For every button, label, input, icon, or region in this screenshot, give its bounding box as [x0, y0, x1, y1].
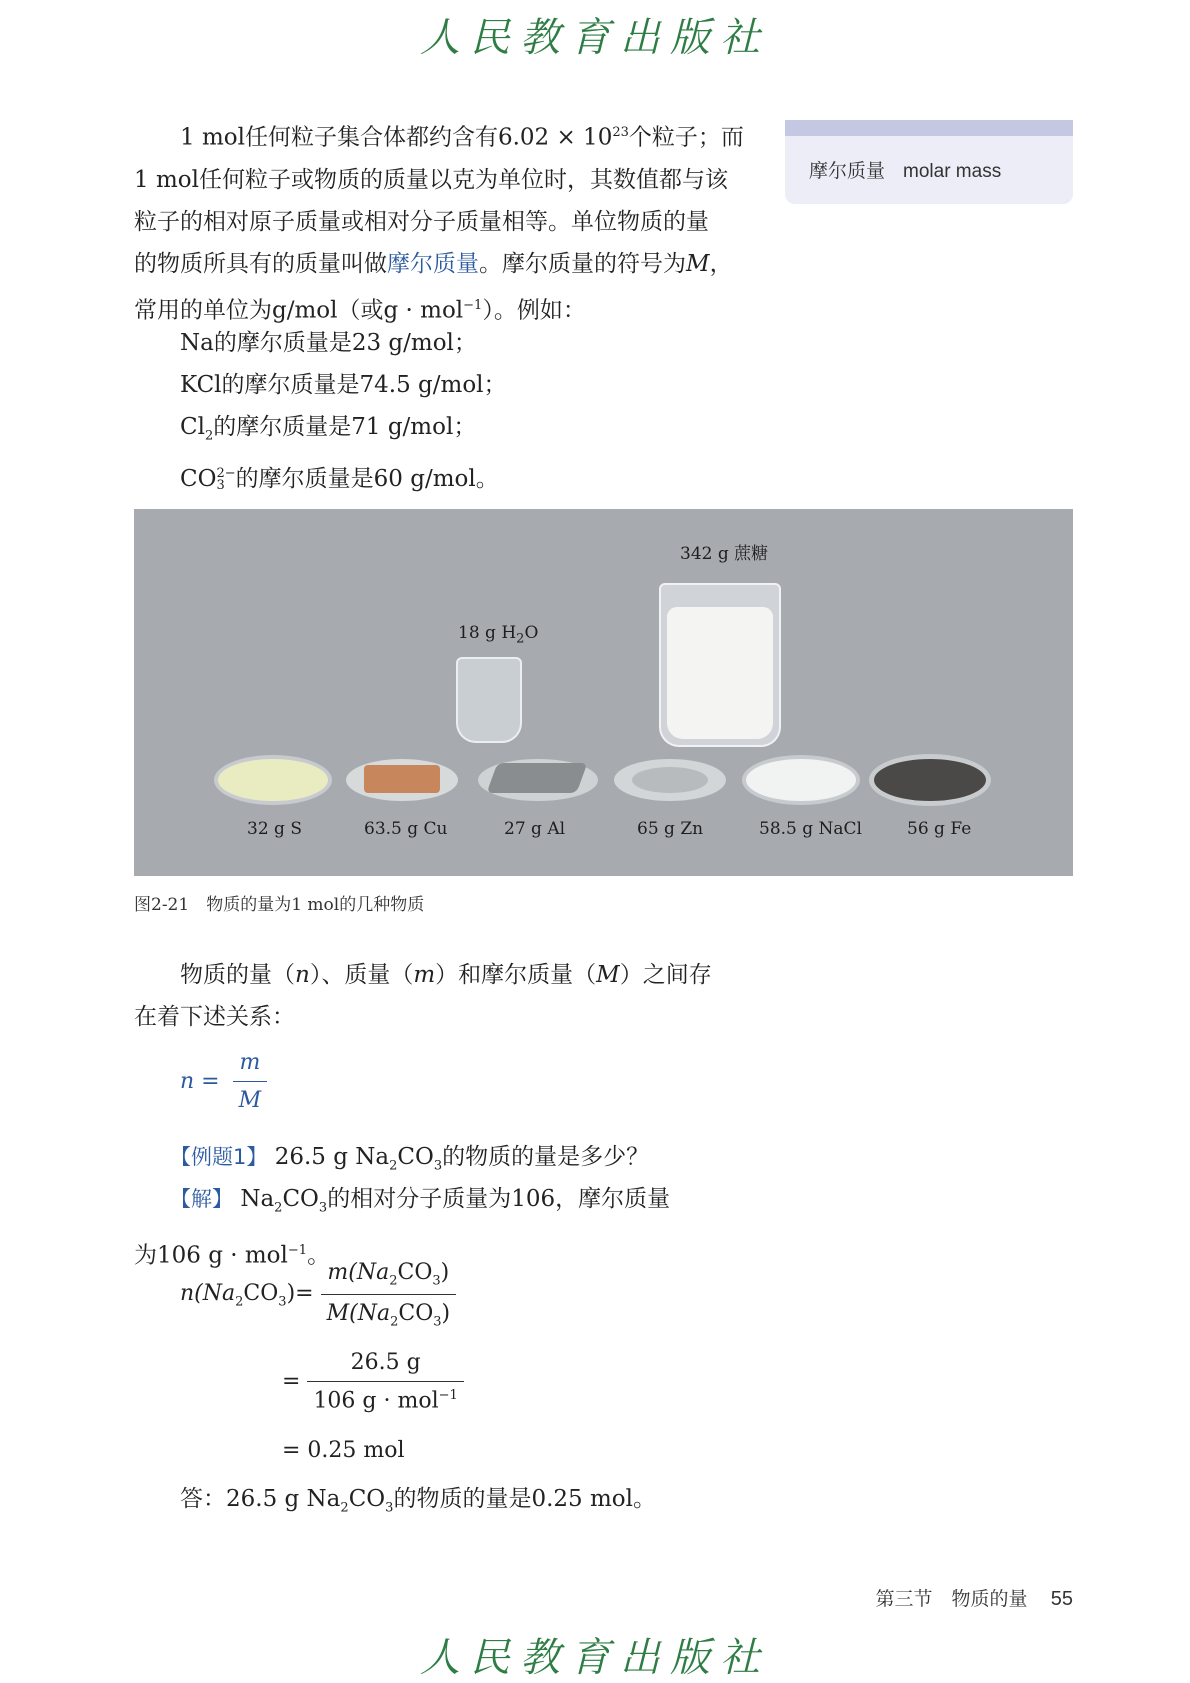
glossary-box-bar [785, 120, 1073, 136]
text: 的物质的量是0.25 mol。 [393, 1486, 656, 1512]
text: CO [180, 465, 217, 492]
text: 26.5 g Na [274, 1144, 390, 1170]
label-water [458, 623, 538, 646]
subscript: 3 [385, 1500, 394, 1516]
subscript: 2 [516, 631, 525, 647]
subscript: 2 [204, 428, 214, 444]
label-sucrose: 342 g 蔗糖 [680, 544, 769, 564]
text: 。摩尔质量的符号为 [479, 250, 686, 277]
page-footer [875, 1584, 1073, 1611]
equation-2-fraction [307, 1350, 463, 1413]
solution-tag: 【解】 [170, 1187, 233, 1211]
copper-dish [346, 759, 458, 801]
subscript: 3 [278, 1294, 287, 1310]
publisher-logo-top: 人民教育出版社 [420, 15, 770, 61]
text: ）、质量（ [309, 962, 414, 988]
figure-caption: 图2-21 物质的量为1 mol的几种物质 [134, 895, 425, 915]
subscript: 3 [318, 1200, 328, 1216]
co3-script [216, 465, 236, 493]
equation-3: = 0.25 mol [282, 1438, 405, 1463]
example-co3 [180, 458, 760, 500]
glossary-term [785, 136, 1073, 183]
formula-numerator: m [233, 1050, 268, 1082]
equation-1-denominator [321, 1295, 457, 1329]
example-tag: 【例题1】 [170, 1145, 268, 1169]
text: 物质的量（ [180, 962, 295, 988]
subscript: 2 [390, 1314, 399, 1330]
text: 的摩尔质量是71 g/mol； [213, 414, 477, 440]
subscript: 3 [433, 1314, 442, 1330]
text: CO [243, 1280, 279, 1306]
superscript: −1 [463, 297, 483, 313]
text: 的相对分子质量为106，摩尔质量 [327, 1186, 671, 1212]
key-term-molar-mass: 摩尔质量 [387, 250, 479, 277]
superscript: 23 [612, 125, 629, 140]
text: CO [282, 1186, 319, 1212]
subscript: 2 [389, 1158, 398, 1174]
relation-paragraph [134, 954, 754, 1038]
text: ， [709, 250, 733, 277]
text: Na [240, 1186, 275, 1212]
page-number: 55 [1050, 1588, 1073, 1610]
figure-photo [134, 509, 1073, 876]
equation-2 [282, 1350, 464, 1413]
subscript: 2 [274, 1200, 283, 1216]
text: O [524, 623, 539, 643]
label-sulfur: 32 g S [247, 819, 302, 839]
example-cl2 [180, 406, 760, 458]
relation-line-1 [134, 954, 754, 996]
text: CO [398, 1301, 434, 1327]
text: ）。例如： [482, 297, 586, 324]
text: n(Na [180, 1280, 236, 1306]
subscript: 3 [433, 1158, 443, 1174]
zinc-dish [614, 759, 726, 801]
sulfur-dish [218, 759, 328, 801]
text: CO [348, 1486, 386, 1512]
iron-dish [874, 759, 986, 801]
text: Cl [180, 414, 205, 440]
subscript: 2 [389, 1273, 398, 1289]
subscript: 2 [235, 1294, 244, 1310]
equation-2-numerator: 26.5 g [307, 1350, 463, 1382]
answer-line [180, 1478, 780, 1530]
salt-dish [746, 759, 856, 801]
intro-line-1 [134, 112, 754, 159]
intro-line-2: 1 mol任何粒子或物质的质量以克为单位时，其数值都与该 [134, 166, 728, 193]
text: ）之间存 [619, 962, 712, 988]
formula-denominator: M [238, 1088, 262, 1113]
aluminum-dish [478, 759, 598, 801]
sugar-fill [667, 607, 773, 739]
symbol-M: M [686, 250, 710, 277]
equation-2-denominator [307, 1382, 463, 1413]
text: 常用的单位为g/mol（或g · mol [134, 297, 464, 324]
text: M(Na [326, 1301, 391, 1327]
equation-1-numerator [321, 1260, 457, 1295]
text: ) [441, 1301, 451, 1327]
label-aluminum: 27 g Al [504, 819, 566, 839]
glossary-box [785, 120, 1073, 204]
footer-section: 第三节 物质的量 [875, 1589, 1028, 1610]
text: 的摩尔质量是60 g/mol。 [235, 465, 499, 492]
superscript: −1 [438, 1388, 458, 1403]
water-beaker [456, 657, 522, 743]
molar-mass-examples [180, 322, 760, 500]
equation-2-equals: = [282, 1369, 301, 1395]
example-na: Na的摩尔质量是23 g/mol； [180, 330, 477, 356]
text: CO [397, 1144, 434, 1170]
relation-line-2: 在着下述关系： [134, 1004, 295, 1030]
intro-line-3: 粒子的相对原子质量或相对分子质量相等。单位物质的量 [134, 208, 709, 235]
text: 18 g H [458, 623, 517, 643]
molar-formula [180, 1050, 267, 1113]
equation-1-lhs [180, 1280, 314, 1310]
label-iron: 56 g Fe [907, 819, 972, 839]
zinc-granules [632, 767, 708, 793]
equation-1-fraction [321, 1260, 457, 1330]
aluminum-strips [487, 763, 588, 793]
superscript: 2− [216, 465, 236, 481]
label-zinc: 65 g Zn [637, 819, 704, 839]
solution-line-1 [134, 1178, 754, 1230]
text: 的物质所具有的质量叫做 [134, 250, 387, 277]
symbol-n: n [295, 962, 310, 988]
symbol-m: m [413, 962, 436, 988]
text: 的物质的量是多少？ [442, 1144, 650, 1170]
subscript: 3 [432, 1273, 441, 1289]
intro-line-4 [134, 243, 754, 285]
copper-pieces [364, 765, 440, 793]
text: )= [286, 1280, 314, 1306]
text: ）和摩尔质量（ [435, 962, 597, 988]
glossary-term-en: molar mass [903, 161, 1002, 182]
superscript: −1 [287, 1242, 308, 1258]
intro-paragraph [134, 112, 754, 331]
publisher-logo-bottom: 人民教育出版社 [420, 1635, 770, 1681]
text: 答：26.5 g Na [180, 1486, 341, 1512]
formula-lhs: n = [180, 1069, 220, 1094]
example-kcl: KCl的摩尔质量是74.5 g/mol； [180, 372, 507, 398]
label-salt: 58.5 g NaCl [759, 819, 862, 839]
label-copper: 63.5 g Cu [364, 819, 448, 839]
text: 为106 g · mol [134, 1242, 288, 1269]
text: m(Na [327, 1260, 390, 1285]
equation-1 [180, 1260, 456, 1330]
text: CO [397, 1260, 433, 1285]
subscript: 2 [340, 1500, 349, 1516]
text: 1 mol任何粒子集合体都约含有6.02 × 10 [180, 124, 613, 151]
symbol-M: M [596, 962, 620, 988]
text: ) [440, 1260, 450, 1285]
formula-fraction [233, 1050, 268, 1113]
text: 。 [307, 1242, 331, 1269]
subscript: 3 [216, 477, 225, 493]
text: 个粒子；而 [628, 124, 744, 151]
text: 106 g · mol [313, 1388, 439, 1414]
glossary-term-cn: 摩尔质量 [809, 160, 886, 182]
sugar-beaker [659, 583, 781, 747]
